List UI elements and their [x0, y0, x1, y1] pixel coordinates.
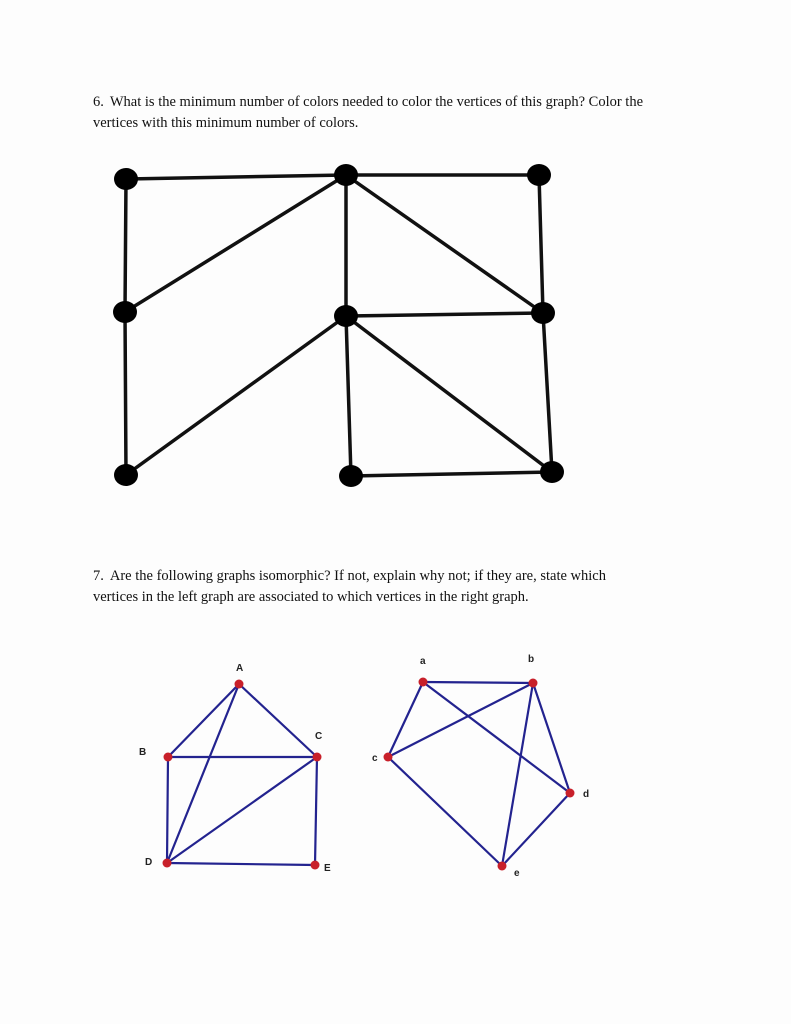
- graph-vertex: [527, 164, 551, 186]
- vertex-label-B: B: [139, 747, 147, 758]
- question-6-line-2: vertices with this minimum number of colors.: [93, 115, 359, 131]
- vertex-label-a: a: [420, 656, 426, 667]
- vertex-label-E: E: [324, 863, 331, 874]
- graph-vertex: [114, 464, 138, 486]
- left-graph: [139, 663, 331, 874]
- graph-edge: [167, 757, 168, 863]
- graph-edge: [539, 175, 543, 313]
- graph-edge: [125, 179, 126, 312]
- graph-vertex: [540, 461, 564, 483]
- graph-edge: [126, 316, 346, 475]
- graph-vertex: [164, 753, 173, 762]
- graph-vertex: [334, 164, 358, 186]
- graph-edge: [125, 312, 126, 475]
- graph-edge: [315, 757, 317, 865]
- graph-edge: [346, 313, 543, 316]
- graph-vertex: [311, 861, 320, 870]
- vertex-label-C: C: [315, 731, 323, 742]
- coloring-graph-vertices: [113, 164, 564, 487]
- question-7-text-1: Are the following graphs isomorphic? If not, explain why not; if they are, state which: [109, 568, 606, 584]
- left-graph-edges: [167, 684, 317, 865]
- coloring-graph-edges: [125, 175, 552, 476]
- graph-edge: [167, 863, 315, 865]
- graph-vertex: [113, 301, 137, 323]
- graph-edge: [239, 684, 317, 757]
- graph-vertex: [334, 305, 358, 327]
- left-graph-vertices: [163, 680, 322, 870]
- graph-edge: [388, 682, 423, 757]
- graph-edge: [388, 683, 533, 757]
- graph-edge: [388, 757, 502, 866]
- graph-edge: [533, 683, 570, 793]
- vertex-label-D: D: [145, 857, 153, 868]
- graph-vertex: [531, 302, 555, 324]
- graph-vertex: [313, 753, 322, 762]
- graph-vertex: [114, 168, 138, 190]
- graph-edge: [168, 684, 239, 757]
- graph-vertex: [498, 862, 507, 871]
- graph-edge: [346, 175, 543, 313]
- right-graph-edges: [388, 682, 570, 866]
- vertex-label-e: e: [514, 868, 520, 879]
- vertex-label-A: A: [236, 663, 244, 674]
- graph-edge: [346, 316, 552, 472]
- question-6-number: 6.: [93, 94, 104, 110]
- graph-edge: [543, 313, 552, 472]
- graph-vertex: [566, 789, 575, 798]
- graph-vertex: [235, 680, 244, 689]
- graph-vertex: [163, 859, 172, 868]
- graph-edge: [125, 175, 346, 312]
- question-7-number: 7.: [93, 568, 104, 584]
- vertex-label-c: c: [372, 753, 378, 764]
- graph-edge: [167, 684, 239, 863]
- graph-edge: [126, 175, 346, 179]
- vertex-label-b: b: [528, 654, 535, 665]
- vertex-label-d: d: [583, 789, 590, 800]
- graph-vertex: [529, 679, 538, 688]
- graph-edge: [351, 472, 552, 476]
- right-graph: [372, 654, 589, 879]
- graph-vertex: [339, 465, 363, 487]
- question-7-line-2: vertices in the left graph are associated to which vertices in the right graph.: [93, 589, 529, 605]
- graph-edge: [346, 316, 351, 476]
- graph-edge: [423, 682, 533, 683]
- graph-edge: [423, 682, 570, 793]
- question-6-text-1: What is the minimum number of colors needed to color the vertices of this graph? Color the: [109, 94, 644, 110]
- graph-vertex: [419, 678, 428, 687]
- graph-vertex: [384, 753, 393, 762]
